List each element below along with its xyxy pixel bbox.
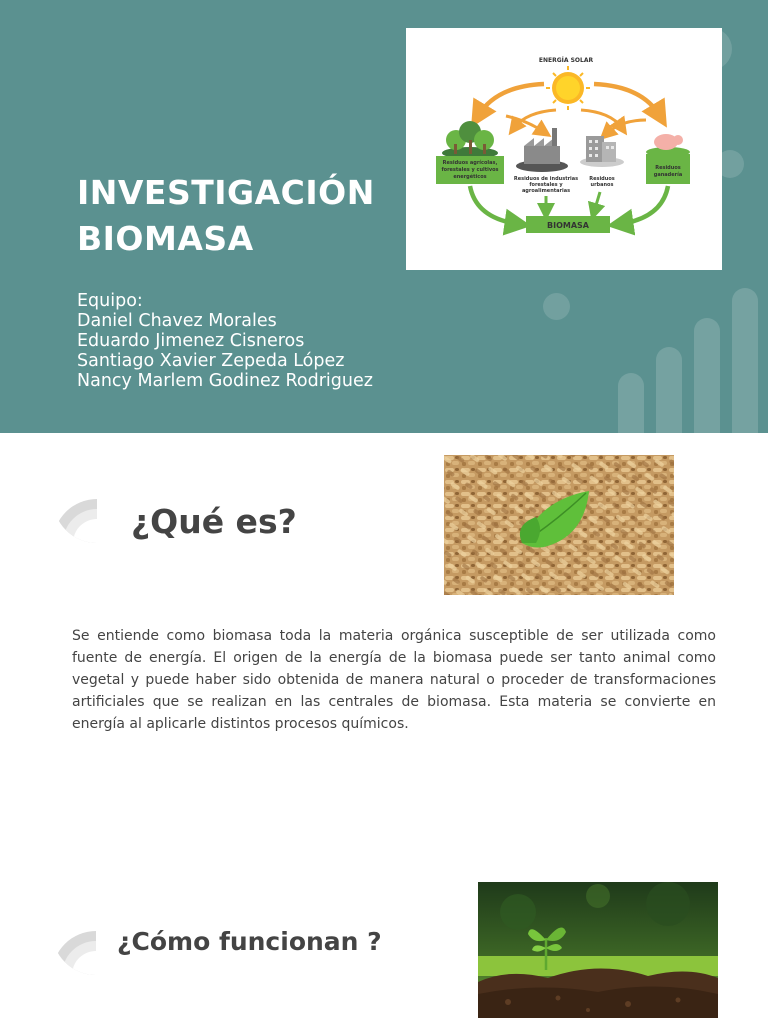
industry-label <box>514 176 578 194</box>
cover-title: INVESTIGACIÓN BIOMASA <box>77 173 375 258</box>
section-body-what: Se entiende como biomasa toda la materia orgánica susceptible de ser utilizada como fuente de energía. El origen de la energía de la biomasa puede ser tanto animal como vegetal y puede haber sido obtenida de manera natural o proceder de transformaciones artificiales que se realizan en las centrales de biomasa. Esta materia se convierte en energía al aplicarle distintos procesos químicos. <box>72 628 716 732</box>
sprout-illustration <box>478 882 718 1018</box>
team-heading: Equipo: <box>77 291 143 311</box>
decorative-bar <box>618 373 644 433</box>
svg-text:ganadería: ganadería <box>653 172 683 178</box>
section-title-what: ¿Qué es? <box>131 502 297 541</box>
team-member: Nancy Marlem Godinez Rodriguez <box>77 371 373 391</box>
biomass-label: BIOMASA <box>547 221 589 230</box>
decorative-bar <box>694 318 720 433</box>
decorative-circle <box>543 293 570 320</box>
svg-text:agroalimentarias: agroalimentarias <box>521 188 571 194</box>
buildings-icon <box>580 136 624 167</box>
section-title-how: ¿Cómo funcionan ? <box>117 927 382 956</box>
sun-icon <box>546 66 590 110</box>
team-member: Daniel Chavez Morales <box>77 311 277 331</box>
wood-pellets-image <box>444 455 674 595</box>
svg-text:forestales y cultivos: forestales y cultivos <box>441 167 499 173</box>
trees-icon <box>442 121 498 159</box>
biomass-diagram <box>406 28 722 270</box>
urban-label <box>589 176 615 188</box>
factory-icon <box>516 128 568 172</box>
svg-text:Residuos agrícolas,: Residuos agrícolas, <box>442 160 498 166</box>
team-list <box>77 291 373 391</box>
decorative-bar <box>732 288 758 433</box>
svg-text:Residuos de industrias: Residuos de industrias <box>513 176 579 182</box>
livestock-label <box>654 165 682 178</box>
livestock-icon <box>646 134 690 157</box>
decorative-bar <box>656 347 682 433</box>
section-decoration-icon <box>52 931 96 975</box>
sprout-image <box>478 882 718 1018</box>
biomass-diagram-svg <box>406 28 722 270</box>
wood-pellets-illustration <box>444 455 674 595</box>
team-member: Santiago Xavier Zepeda López <box>77 351 345 371</box>
cover-slide <box>0 0 768 433</box>
svg-text:forestales y: forestales y <box>529 182 563 188</box>
svg-text:Residuos: Residuos <box>655 165 681 171</box>
section-decoration-icon <box>53 499 97 543</box>
sun-label: ENERGÍA SOLAR <box>538 57 594 64</box>
svg-text:urbanos: urbanos <box>590 182 614 188</box>
svg-text:energéticos: energéticos <box>453 174 487 180</box>
svg-text:Residuos: Residuos <box>589 176 615 182</box>
team-member: Eduardo Jimenez Cisneros <box>77 331 305 351</box>
